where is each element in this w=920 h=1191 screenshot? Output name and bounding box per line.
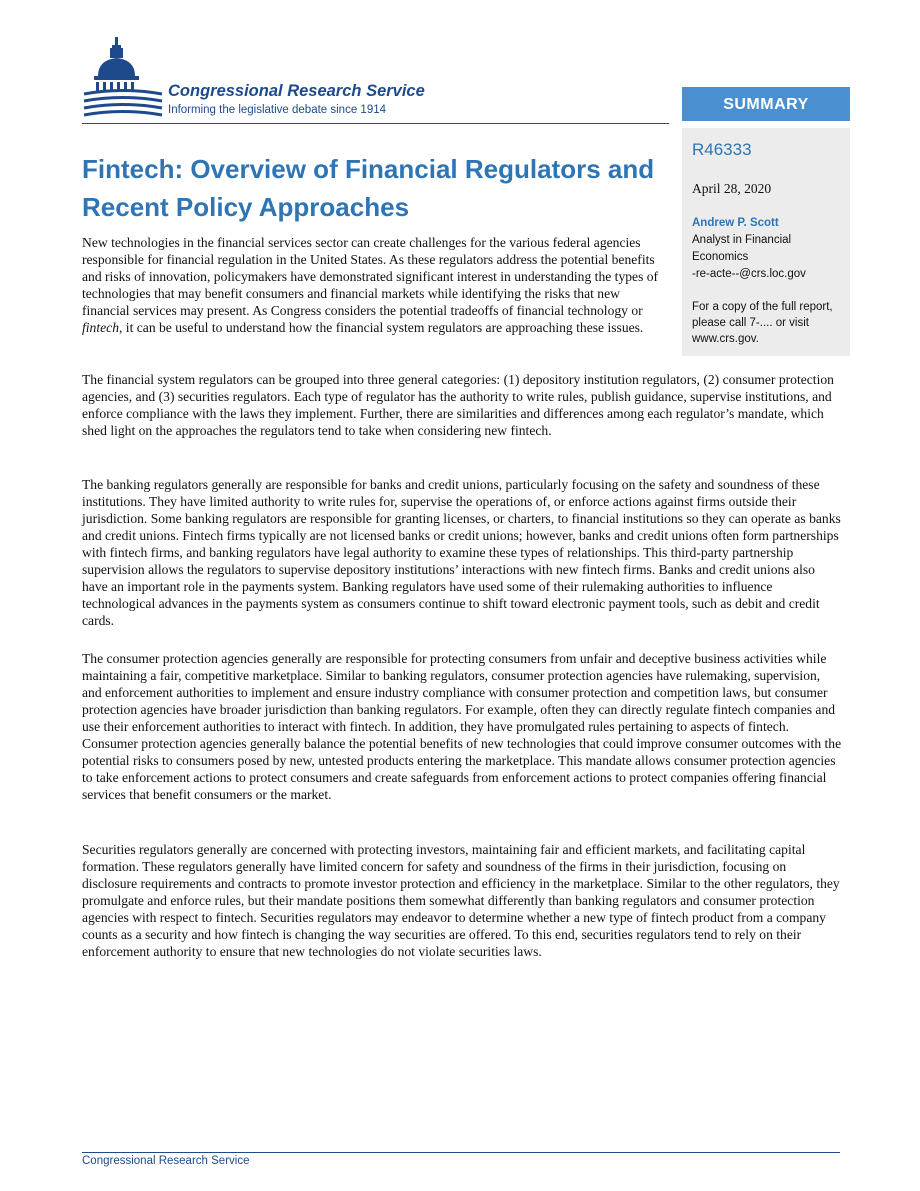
crs-website-link[interactable]: www.crs.gov. (692, 333, 759, 345)
lead-text-before: New technologies in the financial services sector can create challenges for the various federal agencies responsible for financial regulation in the United States. As these regulators address the potential benefits and risks of innovation, policymakers have demonstrated significant interest in understanding the types of technologies that may benefit consumers and financial markets while identifying the risks that new financial services may present. As Congress considers the potential tradeoffs of financial technology or (82, 235, 659, 318)
lead-paragraph (82, 235, 667, 337)
copy-info-line2: please call 7-.... or visit (692, 317, 809, 329)
body-paragraph-securities-regulators: Securities regulators generally are concerned with protecting investors, maintaining fair and efficient markets, and facilitating capital formation. These regulators generally have limited concern for safety and soundness of the firms in their jurisdiction, focusing on disclosure requirements and contracts to promote investor protection and efficiency in the marketplace. Similar to the other regulators, they promulgate and enforce rules, but their mandate positions them somewhat differently than banking regulators and consumer protection agencies with respect to fintech. Securities regulators may endeavor to determine whether a new type of fintech product from a company counts as a security and how fintech is changing the way securities are offered. To this end, securities regulators tend to rely on their enforcement authority to ensure that new technologies do not violate securities laws. (82, 842, 840, 959)
copy-info-line1: For a copy of the full report, (692, 301, 833, 313)
capitol-dome-icon (82, 36, 168, 122)
author-email[interactable]: -re-acte--@crs.loc.gov (692, 268, 806, 280)
report-title (82, 150, 672, 226)
report-date: April 28, 2020 (692, 181, 772, 196)
footer-org-name: Congressional Research Service (82, 1155, 250, 1167)
body-paragraph-consumer-protection: The consumer protection agencies generally are responsible for protecting consumers from unfair and deceptive business activities while maintaining a fair, competitive marketplace. Similar to banking regulators, consumer protection agencies have rulemaking, supervision, and enforcement authorities to implement and ensure industry compliance with consumer protection and competition laws, but consumer protection agencies have broader jurisdiction than banking regulators. For example, often they can directly regulate fintech companies and use their enforcement authorities to interact with fintech. In addition, they have promulgated rules pertaining to aspects of fintech. Consumer protection agencies generally balance the potential benefits of new technologies that could improve consumer outcomes with the potential risks to consumers posed by new, untested products entering the marketplace. This mandate allows consumer protection agencies to take enforcement actions to protect consumers and create safeguards from enforcement actions to protect companies offering financial services that benefit consumers or the market. (82, 651, 842, 802)
org-name: Congressional Research Service (168, 82, 425, 100)
report-sidebar (682, 128, 850, 356)
org-tagline: Informing the legislative debate since 1914 (168, 104, 387, 116)
lead-text-after: , it can be useful to understand how the financial system regulators are approaching these issues. (119, 319, 644, 335)
footer-divider (82, 1152, 840, 1153)
crs-logo (82, 36, 482, 122)
author-title-line2: Economics (692, 251, 749, 263)
lead-text-italic: fintech (82, 319, 119, 335)
author-title-line1: Analyst in Financial (692, 234, 792, 246)
report-title-line1: Fintech: Overview of Financial Regulators and (82, 154, 655, 184)
header-divider (82, 123, 669, 124)
summary-label: SUMMARY (682, 87, 850, 121)
body-paragraph-banking-regulators: The banking regulators generally are responsible for banks and credit unions, particularly focusing on the safety and soundness of these institutions. They have limited authority to write rules for, supervise the operations of, or enforce actions against firms outside their jurisdiction. Some banking regulators are responsible for granting licenses, or charters, to financial institutions so they can operate as banks and credit unions. Fintech firms typically are not licensed banks or credit unions; however, banks and credit unions often form partnerships with fintech firms, and banking regulators have legal authority to examine these types of relationships. This third-party partnership supervision allows the regulators to supervise depository institutions’ interactions with new fintech firms. Banks and credit unions also have an important role in the payments system. Banking regulators have used some of their rulemaking authorities to influence technological advances in the payments system as consumers continue to shift toward electronic payment tools, such as debit and credit cards. (82, 477, 841, 628)
report-title-line2: Recent Policy Approaches (82, 192, 410, 222)
author-name: Andrew P. Scott (692, 217, 779, 229)
body-paragraph-regulator-categories: The financial system regulators can be grouped into three general categories: (1) depository institution regulators, (2) consumer protection agencies, and (3) securities regulators. Each type of regulator has the authority to write rules, publish guidance, supervise institutions, and enforce compliance with the laws they implement. Further, there are similarities and differences among each regulator’s mandate, which shed light on the approaches the regulators tend to take when considering new fintech. (82, 372, 834, 438)
report-number: R46333 (692, 140, 752, 159)
